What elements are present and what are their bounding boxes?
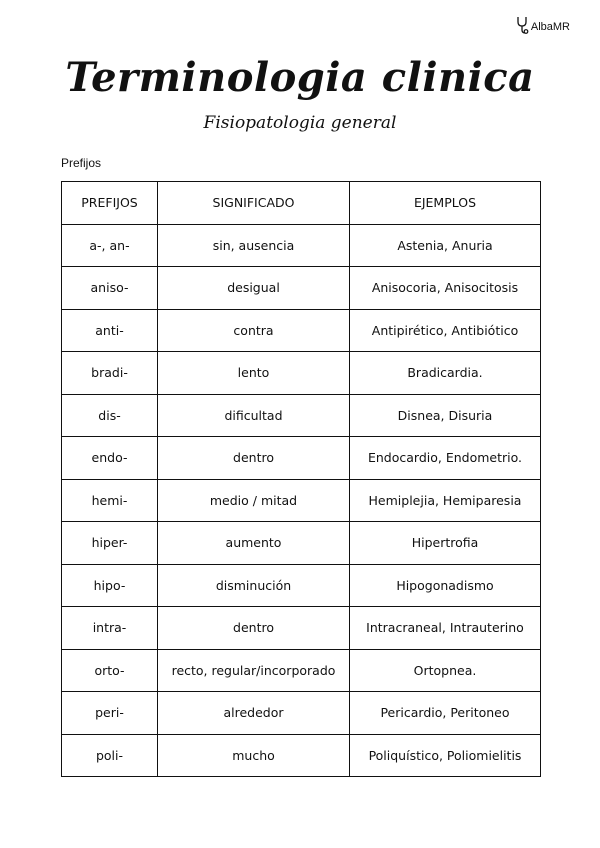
table-body	[62, 224, 541, 777]
examples-cell: Ortopnea.	[350, 649, 541, 692]
meaning-cell: medio / mitad	[158, 479, 350, 522]
meaning-cell: aumento	[158, 522, 350, 565]
meaning-cell: dificultad	[158, 394, 350, 437]
table-header-row	[62, 182, 541, 225]
meaning-cell: alrededor	[158, 692, 350, 735]
prefix-cell: endo-	[62, 437, 158, 480]
prefix-cell: dis-	[62, 394, 158, 437]
prefix-cell: intra-	[62, 607, 158, 650]
table-row	[62, 692, 541, 735]
examples-cell: Hipogonadismo	[350, 564, 541, 607]
brand-name: AlbaMR	[530, 20, 570, 33]
meaning-cell: desigual	[158, 267, 350, 310]
table-row	[62, 522, 541, 565]
prefix-cell: hiper-	[62, 522, 158, 565]
page-subtitle: Fisiopatologia general	[203, 113, 397, 133]
meaning-cell: disminución	[158, 564, 350, 607]
prefix-cell: hemi-	[62, 479, 158, 522]
meaning-cell: dentro	[158, 607, 350, 650]
table-row	[62, 352, 541, 395]
table-row	[62, 394, 541, 437]
brand-logo	[515, 16, 570, 37]
meaning-cell: recto, regular/incorporado	[158, 649, 350, 692]
meaning-cell: lento	[158, 352, 350, 395]
meaning-cell: mucho	[158, 734, 350, 777]
examples-cell: Disnea, Disuria	[350, 394, 541, 437]
examples-cell: Anisocoria, Anisocitosis	[350, 267, 541, 310]
examples-cell: Poliquístico, Poliomielitis	[350, 734, 541, 777]
stethoscope-icon	[515, 16, 529, 37]
prefix-cell: poli-	[62, 734, 158, 777]
examples-cell: Intracraneal, Intrauterino	[350, 607, 541, 650]
meaning-cell: dentro	[158, 437, 350, 480]
table-row	[62, 267, 541, 310]
prefix-cell: anti-	[62, 309, 158, 352]
meaning-cell: sin, ausencia	[158, 224, 350, 267]
page-title: Terminologia clinica	[65, 54, 535, 101]
table-row	[62, 734, 541, 777]
prefix-cell: hipo-	[62, 564, 158, 607]
examples-cell: Antipirético, Antibiótico	[350, 309, 541, 352]
table-row	[62, 309, 541, 352]
prefix-cell: bradi-	[62, 352, 158, 395]
prefix-cell: orto-	[62, 649, 158, 692]
examples-cell: Pericardio, Peritoneo	[350, 692, 541, 735]
examples-cell: Endocardio, Endometrio.	[350, 437, 541, 480]
section-label: Prefijos	[61, 156, 102, 170]
prefix-cell: a-, an-	[62, 224, 158, 267]
header-prefijos: PREFIJOS	[62, 182, 158, 225]
table-row	[62, 607, 541, 650]
table-row	[62, 649, 541, 692]
header-significado: SIGNIFICADO	[158, 182, 350, 225]
table-row	[62, 437, 541, 480]
table-row	[62, 224, 541, 267]
header-ejemplos: EJEMPLOS	[350, 182, 541, 225]
prefix-table	[61, 181, 541, 777]
examples-cell: Bradicardia.	[350, 352, 541, 395]
prefix-cell: aniso-	[62, 267, 158, 310]
examples-cell: Hemiplejia, Hemiparesia	[350, 479, 541, 522]
examples-cell: Astenia, Anuria	[350, 224, 541, 267]
examples-cell: Hipertrofia	[350, 522, 541, 565]
meaning-cell: contra	[158, 309, 350, 352]
table-row	[62, 479, 541, 522]
prefix-cell: peri-	[62, 692, 158, 735]
table-row	[62, 564, 541, 607]
